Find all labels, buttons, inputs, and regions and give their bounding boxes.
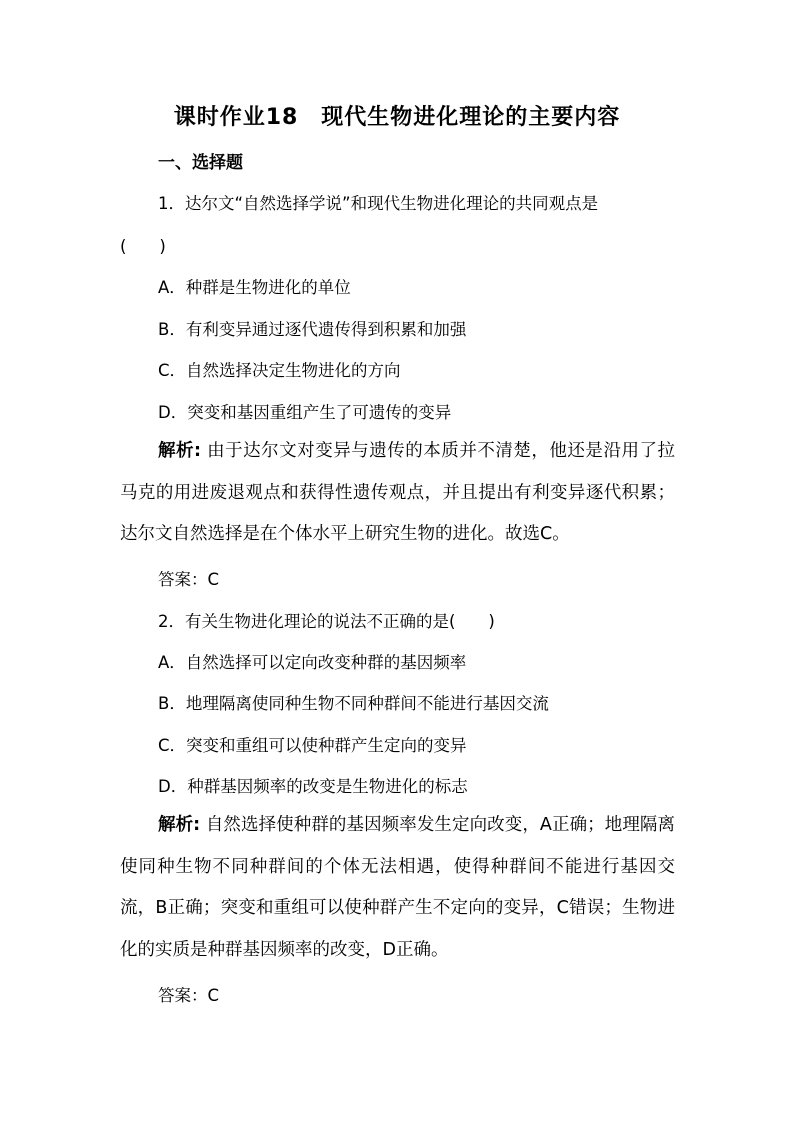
- question-1-option-c: C．自然选择决定生物进化的方向: [158, 361, 401, 380]
- section-heading: 一、选择题: [158, 153, 243, 173]
- question-2-stem: 2．有关生物进化理论的说法不正确的是( ): [158, 612, 495, 631]
- question-2-analysis: [120, 805, 675, 971]
- analysis-label: 解析:: [158, 815, 201, 835]
- page-title: 课时作业18 现代生物进化理论的主要内容: [173, 105, 621, 130]
- question-2-option-c: C．突变和重组可以使种群产生定向的变异: [158, 736, 467, 755]
- question-1-option-d: D．突变和基因重组产生了可遗传的变异: [158, 403, 452, 422]
- question-1-option-b: B．有利变异通过逐代遗传得到积累和加强: [158, 320, 467, 339]
- question-2-option-d: D．种群基因频率的改变是生物进化的标志: [158, 777, 468, 796]
- question-1-stem: 1．达尔文“自然选择学说”和现代生物进化理论的共同观点是: [158, 194, 599, 213]
- question-1-analysis: [120, 431, 675, 556]
- analysis-label: 解析:: [158, 441, 202, 461]
- question-2-option-b: B．地理隔离使同种生物不同种群间不能进行基因交流: [158, 694, 549, 713]
- question-2-answer: 答案：C: [158, 986, 220, 1005]
- analysis-text: 由于达尔文对变异与遗传的本质并不清楚，他还是沿用了拉马克的用进废退观点和获得性遗传观点，并且提出有利变异逐代积累；达尔文自然选择是在个体水平上研究生物的进化。故选C。: [120, 441, 675, 544]
- question-2-option-a: A．自然选择可以定向改变种群的基因频率: [158, 653, 467, 672]
- question-1-option-a: A．种群是生物进化的单位: [158, 278, 351, 297]
- question-1-blank: ( ): [120, 237, 166, 256]
- analysis-text: 自然选择使种群的基因频率发生定向改变，A正确；地理隔离使同种生物不同种群间的个体无法相遇，使得种群间不能进行基因交流，B正确；突变和重组可以使种群产生不定向的变异，C错误；生物进化的实质是种群基因频率的改变，D正确。: [120, 815, 675, 960]
- question-1-answer: 答案：C: [158, 570, 220, 589]
